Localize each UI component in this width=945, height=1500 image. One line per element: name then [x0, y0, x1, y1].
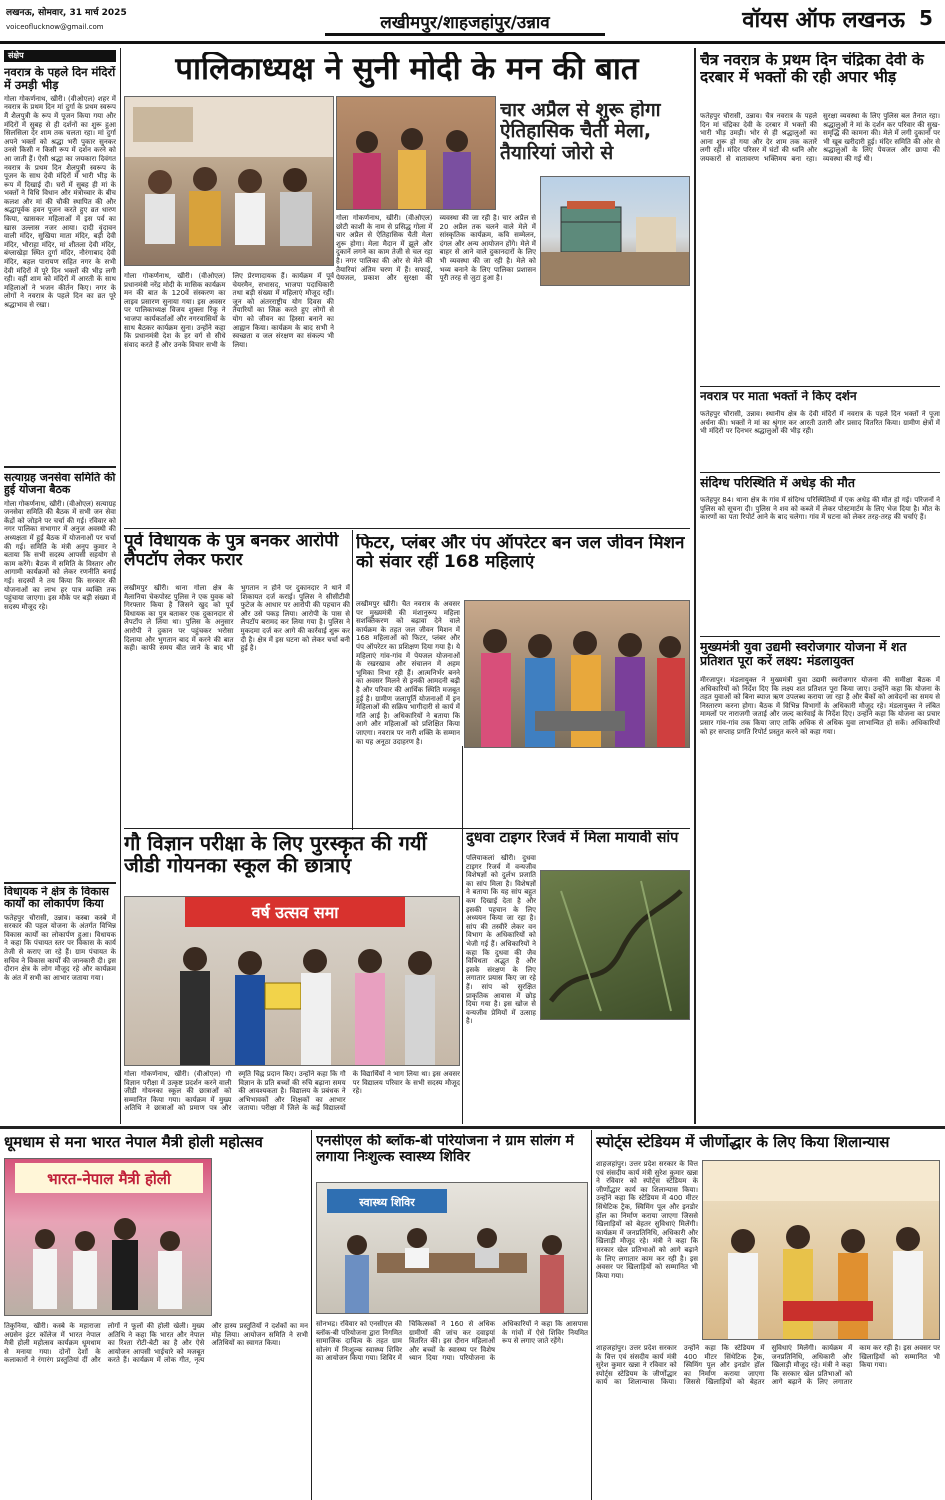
women-illustration: [337, 97, 496, 210]
snake-text-2: [466, 1048, 690, 1124]
ncl-headline: एनसीएल की ब्लॉक-बी परियोजना ने ग्राम सोलंग में लगाया निःशुल्क स्वास्थ्य शिविर: [316, 1134, 574, 1165]
lead-photo-stage: [336, 96, 496, 210]
masthead-date: लखनऊ, सोमवार, 31 मार्च 2025: [6, 8, 127, 18]
gau-text: गोला गोकर्णनाथ, खीरी। (वीओएल) गौ विज्ञान परीक्षा में उत्कृष्ट प्रदर्शन करने वाली जीडी गोयनका स्कूल की छात्राओं को सम्मानित किया गया। कार्यक्रम में मुख्य अतिथि ने छात्राओं को प्रमाण पत्र और स्मृति चिह्न प्रदान किए। उन्होंने कहा कि गौ विज्ञान के प्रति बच्चों की रुचि बढ़ाना समय की आवश्यकता है। विद्यालय के प्रबंधक ने अभिभावकों और शिक्षकों का आभार जताया। परीक्षा में जिले के कई विद्यालयों के विद्यार्थियों ने भाग लिया था। इस अवसर पर विद्यालय परिवार के सभी सदस्य मौजूद रहे।: [124, 1070, 460, 1113]
brief-samiti-text: गोला गोकर्णनाथ, खीरी। (वीओएल) सत्याग्रह जनसेवा समिति की बैठक में सभी जन सेवा केंद्रों को जोड़ने पर चर्चा की गई। रविवार को नगर पालिका सभागार में अनुज अवस्थी की अध्यक्षता में हुई बैठक में योजनाओं पर चर्चा की गई। समिति के मंत्री अनुप कुमार ने बताया कि सभी सदस्य आपसी सहयोग से काम करेंगे। बैठक में समिति के विस्तार और आगामी कार्यक्रमों को लेकर रणनीति बनाई गई। सदस्यों ने तय किया कि सरकार की योजनाओं का लाभ हर पात्र व्यक्ति तक पहुंचाया जाएगा। इस मौके पर बड़ी संख्या में सदस्य मौजूद रहे।: [4, 499, 116, 611]
stadium-photo: [702, 1160, 940, 1340]
holi-photo: [4, 1158, 212, 1316]
snake-photo: [540, 870, 690, 1020]
brief-vidhayak-title: विधायक ने क्षेत्र के विकास कार्यों का लोकार्पण किया: [4, 886, 109, 911]
school-banner-text: वर्ष उत्सव समा: [251, 903, 339, 922]
page-number: 5: [919, 6, 933, 30]
stadium-text-2: शाहजहांपुर। उत्तर प्रदेश सरकार के वित्त एवं संसदीय कार्य मंत्री सुरेश कुमार खन्ना ने रविवार को स्पोर्ट्स स्टेडियम के जीर्णोद्धार कार्य का शिलान्यास किया। उन्होंने कहा कि स्टेडियम में 400 मीटर सिंथेटिक ट्रैक, स्विमिंग पूल और इनडोर हॉल का निर्माण कराया जाएगा जिससे खिलाड़ियों को बेहतर सुविधाएं मिलेंगी। कार्यक्रम में जनप्रतिनिधि, अधिकारी और खिलाड़ी मौजूद रहे। मंत्री ने कहा कि सरकार खेल प्रतिभाओं को आगे बढ़ाने के लिए लगातार काम कर रही है। इस अवसर पर खिलाड़ियों को सम्मानित भी किया गया।: [596, 1344, 940, 1387]
navpar-text: फतेहपुर चौरासी, उन्नाव। स्थानीय क्षेत्र के देवी मंदिरों में नवरात्र के पहले दिन भक्तों ने पूजा अर्चना की। भक्तों ने मां का श्रृंगार कर आरती उतारी और प्रसाद वितरित किया। ग्रामीण क्षेत्रों में भी मंदिरों पर दिनभर श्रद्धालुओं की भीड़ रही।: [700, 410, 940, 436]
health-camp-illustration: [317, 1183, 588, 1314]
brief-navratri-title: नवरात्र के पहले दिन मंदिरों में उमड़ी भीड़: [4, 66, 116, 92]
fairground-illustration: [541, 177, 690, 286]
gau-photo: [124, 896, 460, 1066]
ncl-text: सोनभद्र। रविवार को एनसीएल की ब्लॉक-बी परियोजना द्वारा निगमित सामाजिक दायित्व के तहत ग्राम सोलंग में निःशुल्क स्वास्थ्य शिविर का आयोजन किया गया। शिविर में चिकित्सकों ने 160 से अधिक ग्रामीणों की जांच कर दवाइयां वितरित कीं। इस दौरान महिलाओं और बच्चों के स्वास्थ्य पर विशेष ध्यान दिया गया। परियोजना के अधिकारियों ने कहा कि आसपास के गांवों में ऐसे शिविर नियमित रूप से लगाए जाते रहेंगे।: [316, 1320, 588, 1363]
holi-banner-text: भारत-नेपाल मैत्री होली: [47, 1170, 171, 1188]
yuva-headline: मुख्यमंत्री युवा उद्यमी स्वरोजगार योजना में शत प्रतिशत पूरा करें लक्ष्य: मंडलायुक्त: [700, 640, 907, 668]
mela-text-2: [540, 290, 690, 526]
holi-stage-illustration: [5, 1159, 212, 1316]
masthead-edition: लखीमपुर/शाहजहांपुर/उन्नाव: [325, 10, 605, 36]
masthead-email: voiceoflucknow@gmail.com: [6, 23, 104, 31]
mela-headline-display: चार अप्रैल से शुरू होगा ऐतिहासिक चैती मेला, तैयारियां जोरो से: [500, 100, 661, 164]
jal-text-2: [464, 752, 690, 824]
snake-headline: दुधवा टाइगर रिजर्व में मिला मायावी सांप: [466, 830, 679, 846]
lead-photo: [124, 96, 334, 266]
audience-illustration: [125, 97, 334, 266]
snake-illustration: [541, 871, 690, 1020]
jal-photo: [464, 600, 690, 748]
masthead-brand: वॉयस ऑफ लखनऊ: [742, 8, 905, 33]
brief-navratri: [4, 66, 116, 464]
mela-text: गोला गोकर्णनाथ, खीरी। (वीओएल) छोटी काशी के नाम से प्रसिद्ध गोला में चार अप्रैल से ऐतिहासिक चैती मेला शुरू होगा। मेला मैदान में झूले और दुकानें लगने का काम तेजी से चल रहा है। नगर पालिका की ओर से मेले की तैयारियां अंतिम चरण में हैं। सफाई, पेयजल, प्रकाश और सुरक्षा की व्यवस्था की जा रही है। चार अप्रैल से 20 अप्रैल तक चलने वाले मेले में सांस्कृतिक कार्यक्रम, कवि सम्मेलन, दंगल और अन्य आयोजन होंगे। मेले में बाहर से आने वाले दुकानदारों के लिए भी व्यवस्था की जा रही है। मेले को भव्य बनाने के लिए पालिका प्रशासन पूरी तरह से जुटा हुआ है।: [336, 214, 536, 283]
lead-text: गोला गोकर्णनाथ, खीरी। (वीओएल) प्रधानमंत्री नरेंद्र मोदी के मासिक कार्यक्रम मन की बात के 120वें संस्करण का लाइव प्रसारण सुनाया गया। इस अवसर पर पालिकाध्यक्ष विजय शुक्ला रिंकू ने भाजपा कार्यकर्ताओं और नगरवासियों के साथ बैठकर कार्यक्रम सुना। उन्होंने कहा कि प्रधानमंत्री देश के हर वर्ग से सीधे संवाद करते हैं और उनके विचार सभी के लिए प्रेरणादायक हैं। कार्यक्रम में पूर्व चेयरमैन, सभासद, भाजपा पदाधिकारी तथा बड़ी संख्या में महिलाएं मौजूद रहीं। जून को अंतरराष्ट्रीय योग दिवस की तैयारियों का जिक्र करते हुए लोगों से योग को जीवन का हिस्सा बनाने का आह्वान किया। कार्यक्रम के बाद सभी ने स्वच्छता व जल संरक्षण का संकल्प भी लिया।: [124, 272, 334, 349]
brief-samiti: [4, 472, 116, 880]
brief-vidhayak: [4, 886, 116, 1122]
ncl-photo: [316, 1182, 588, 1314]
holi-text: तिकुनिया, खीरी। कस्बे के महाराजा अग्रसेन इंटर कॉलेज में भारत नेपाल मैत्री होली महोत्सव कार्यक्रम धूमधाम से मनाया गया। दोनों देशों के कलाकारों ने रंगारंग प्रस्तुतियां दीं और लोगों ने फूलों की होली खेली। मुख्य अतिथि ने कहा कि भारत और नेपाल का रिश्ता रोटी-बेटी का है और ऐसे आयोजन आपसी भाईचारे को मजबूत करते हैं। कार्यक्रम में लोक गीत, नृत्य और हास्य प्रस्तुतियों ने दर्शकों का मन मोह लिया। आयोजन समिति ने सभी अतिथियों का स्वागत किया।: [4, 1322, 308, 1365]
chait-headline: चैत्र नवरात्र के प्रथम दिन चंद्रिका देवी के दरबार में भक्तों की रही अपार भीड़: [700, 52, 924, 87]
holi-text-2: [216, 1158, 308, 1318]
award-ceremony-illustration: [125, 897, 460, 1066]
stadium-text: शाहजहांपुर। उत्तर प्रदेश सरकार के वित्त एवं संसदीय कार्य मंत्री सुरेश कुमार खन्ना ने रविवार को स्पोर्ट्स स्टेडियम के जीर्णोद्धार कार्य का शिलान्यास किया। उन्होंने कहा कि स्टेडियम में 400 मीटर सिंथेटिक ट्रैक, स्विमिंग पूल और इनडोर हॉल का निर्माण कराया जाएगा जिससे खिलाड़ियों को बेहतर सुविधाएं मिलेंगी। कार्यक्रम में जनप्रतिनिधि, अधिकारी और खिलाड़ी मौजूद रहे। मंत्री ने कहा कि सरकार खेल प्रतिभाओं को आगे बढ़ाने के लिए लगातार काम कर रही है। इस अवसर पर खिलाड़ियों को सम्मानित भी किया गया।: [596, 1160, 698, 1280]
brief-label: संक्षेप: [4, 50, 116, 62]
navpar-headline: नवरात्र पर माता भक्तों ने किए दर्शन: [700, 390, 857, 403]
jal-headline: फिटर, प्लंबर और पंप ऑपरेटर बन जल जीवन मिशन को संवार रहीं 168 महिलाएं: [356, 534, 685, 573]
gau-headline: गौ विज्ञान परीक्षा के लिए पुरस्कृत की गयीं जीडी गोयनका स्कूल की छात्राएं: [124, 832, 427, 878]
murder-headline: संदिग्ध परिस्थिति में अधेड़ की मौत: [700, 476, 856, 490]
yuva-text: मीरजापुर। मंडलायुक्त ने मुख्यमंत्री युवा उद्यमी स्वरोजगार योजना की समीक्षा बैठक में अधिकारियों को निर्देश दिए कि लक्ष्य शत प्रतिशत पूरा किया जाए। उन्होंने कहा कि योजना के तहत युवाओं को बिना ब्याज ऋण उपलब्ध कराया जा रहा है और बैंकों को आवेदनों का समय से निस्तारण करना होगा। बैठक में विभिन्न विभागों के अधिकारी मौजूद रहे। मंडलायुक्त ने लंबित मामलों पर नाराजगी जताई और जल्द कार्रवाई के निर्देश दिए। उन्होंने कहा कि योजना का प्रचार प्रसार गांव-गांव तक किया जाए ताकि अधिक से अधिक युवा लाभान्वित हो सकें। अधिकारियों को हर सप्ताह प्रगति रिपोर्ट प्रस्तुत करने को कहा गया।: [700, 676, 940, 736]
foundation-ceremony-illustration: [703, 1161, 940, 1340]
murder-text: फतेहपुर 84। थाना क्षेत्र के गांव में संदिग्ध परिस्थितियों में एक अधेड़ की मौत हो गई। परिजनों ने पुलिस को सूचना दी। पुलिस ने शव को कब्जे में लेकर पोस्टमार्टम के लिए भेज दिया है। मौत के कारणों का पता रिपोर्ट आने के बाद चलेगा। गांव में घटना को लेकर तरह-तरह की चर्चाएं हैं।: [700, 496, 940, 522]
mela-photo: [540, 176, 690, 286]
laptop-headline: पूर्व विधायक के पुत्र बनकर आरोपी लैपटॉप लेकर फरार: [124, 532, 339, 571]
lead-headline: पालिकाध्यक्ष ने सुनी मोदी के मन की बात: [175, 52, 639, 87]
women-workers-illustration: [465, 601, 690, 748]
chait-text: फतेहपुर चौरासी, उन्नाव। चैत्र नवरात्र के पहले दिन मां चंद्रिका देवी के दरबार में भक्तों की भारी भीड़ उमड़ी। भोर से ही श्रद्धालुओं का आना शुरू हो गया और देर शाम तक कतारें लगी रहीं। मंदिर परिसर में घंटों की ध्वनि और जयकारों से वातावरण भक्तिमय बना रहा। सुरक्षा व्यवस्था के लिए पुलिस बल तैनात रहा। श्रद्धालुओं ने मां के दर्शन कर परिवार की सुख-समृद्धि की कामना की। मेले में लगी दुकानों पर भी खूब खरीदारी हुई। मंदिर समिति की ओर से श्रद्धालुओं के लिए पेयजल और छाया की व्यवस्था की गई थी।: [700, 112, 940, 163]
stadium-headline: स्पोर्ट्स स्टेडियम में जीर्णोद्धार के लिए किया शिलान्यास: [596, 1134, 890, 1151]
snake-text: पलियाकलां खीरी। दुधवा टाइगर रिजर्व में वन्यजीव विशेषज्ञों को दुर्लभ प्रजाति का सांप मिला है। विशेषज्ञों ने बताया कि यह सांप बहुत कम दिखाई देता है और इसकी पहचान के लिए अध्ययन किया जा रहा है। सांप की तस्वीरें लेकर वन विभाग के अधिकारियों को भेजी गई हैं। अधिकारियों ने कहा कि दुधवा की जैव विविधता अद्भुत है और इसके संरक्षण के लिए लगातार प्रयास किए जा रहे हैं। सांप को सुरक्षित प्राकृतिक आवास में छोड़ दिया गया है। इस खोज से वन्यजीव प्रेमियों में उत्साह है।: [466, 854, 536, 1026]
clinic-banner-text: स्वास्थ्य शिविर: [359, 1196, 415, 1209]
holi-headline: धूमधाम से मना भारत नेपाल मैत्री होली महोत्सव: [4, 1134, 263, 1151]
brief-vidhayak-text: फतेहपुर चौरासी, उन्नाव। कस्बा कस्बे में सरकार की पहल योजना के अंतर्गत विभिन्न विकास कार्यों का लोकार्पण हुआ। विधायक ने कहा कि पंचायत स्तर पर विकास के कार्य तेजी से कराए जा रहे हैं। ग्राम पंचायत के सचिव ने विकास कार्यों की जानकारी दी। इस दौरान क्षेत्र के लोग मौजूद रहे और कार्यक्रम के अंत में सभी का आभार जताया गया।: [4, 913, 116, 982]
jal-text: लखीमपुर खीरी। चैत नवरात्र के अवसर पर मुख्यमंत्री की मंशानुरूप महिला सशक्तिकरण को बढ़ावा देने वाले कार्यक्रम के तहत जल जीवन मिशन में 168 महिलाओं को फिटर, प्लंबर और पंप ऑपरेटर का प्रशिक्षण दिया गया है। ये महिलाएं गांव-गांव में पेयजल योजनाओं के रखरखाव और संचालन में अहम भूमिका निभा रही हैं। आत्मनिर्भर बनने का अवसर मिलने से इनकी आमदनी बढ़ी है और परिवार की आर्थिक स्थिति मजबूत हुई है। ग्रामीण जलापूर्ति योजनाओं में इन महिलाओं की सक्रिय भागीदारी से कार्य में गति आई है। अधिकारियों ने बताया कि आगे और महिलाओं को प्रशिक्षित किया जाएगा। नवरात्र पर नारी शक्ति के सम्मान का यह अनूठा उदाहरण है।: [356, 600, 460, 746]
brief-navratri-text: गोला गोकर्णनाथ, खीरी। (वीओएल) शहर में नवरात्र के प्रथम दिन मां दुर्गा के प्रथम स्वरूप मैं शैलपुत्री के रूप में पूजन किया गया और मंदिरों में सुबह से ही दर्शनों का शुरू हुआ सिलसिला देर शाम तक चलता रहा। मां दुर्गा अपने भक्तों को श्रद्धा भरी पुकार सुनकर उनसे किसी न किसी रूप में दर्शन करने को आ जाती हैं। ऐसी श्रद्धा का जयकारा दिवंगत नवरात्र के प्रथम दिन शैलपुत्री स्वरूप के पूजन के साथ देवी मंदिरों में भारी भीड़ के रूप में दिखाई दी। घरों में सुबह ही मां के भक्तों ने विधि विधान और मंत्रोच्चार के बीच कलश और मां की चौकी स्थापित की और श्रद्धापूर्वक हवन पूजन करते हुए व्रत धारण किया, खासकर महिलाओं में इस पर्व का खास उल्लास नजर आया। दादी वृंदावन वाली मंदिर, सुखिया माता मंदिर, बड़ी देवी मंदिर, भौराहा मंदिर, मां शीतला देवी मंदिर, बंग्लाखेड़ा स्थित दुर्गा मंदिर, नौरंगाबाद देवी मंदिर, बहल पारायण सहित नगर के सभी देवी मंदिरों में पूरे दिन भक्तों की भीड़ लगी रही। वहीं शाम को मंदिरों में आरती के साथ महिलाओं ने भजन कीर्तन किए। नगर के लोगों ने नवरात्र के पहले दिन का व्रत पूरे श्रद्धाभाव से रखा।: [4, 94, 116, 309]
masthead: [0, 0, 945, 44]
laptop-text-main: लखीमपुर खीरी। थाना गोला क्षेत्र के मैलानिया चेकपोस्ट पुलिस ने एक युवक को गिरफ्तार किया है जिसने खुद को पूर्व विधायक का पुत्र बताकर एक दुकानदार से लैपटॉप ले लिया था। पुलिस के अनुसार आरोपी ने दुकान पर पहुंचकर भरोसा दिलाया और भुगतान बाद में करने की बात कही। काफी समय बीत जाने के बाद भी भुगतान न होने पर दुकानदार ने थाने में शिकायत दर्ज कराई। पुलिस ने सीसीटीवी फुटेज के आधार पर आरोपी की पहचान की और उसे पकड़ लिया। आरोपी के पास से लैपटॉप बरामद कर लिया गया है। पुलिस ने मुकदमा दर्ज कर आगे की कार्रवाई शुरू कर दी है। क्षेत्र में इस घटना को लेकर चर्चा बनी हुई है।: [124, 584, 350, 653]
brief-samiti-title: सत्याग्रह जनसेवा समिति की हुई योजना बैठक: [4, 472, 116, 497]
